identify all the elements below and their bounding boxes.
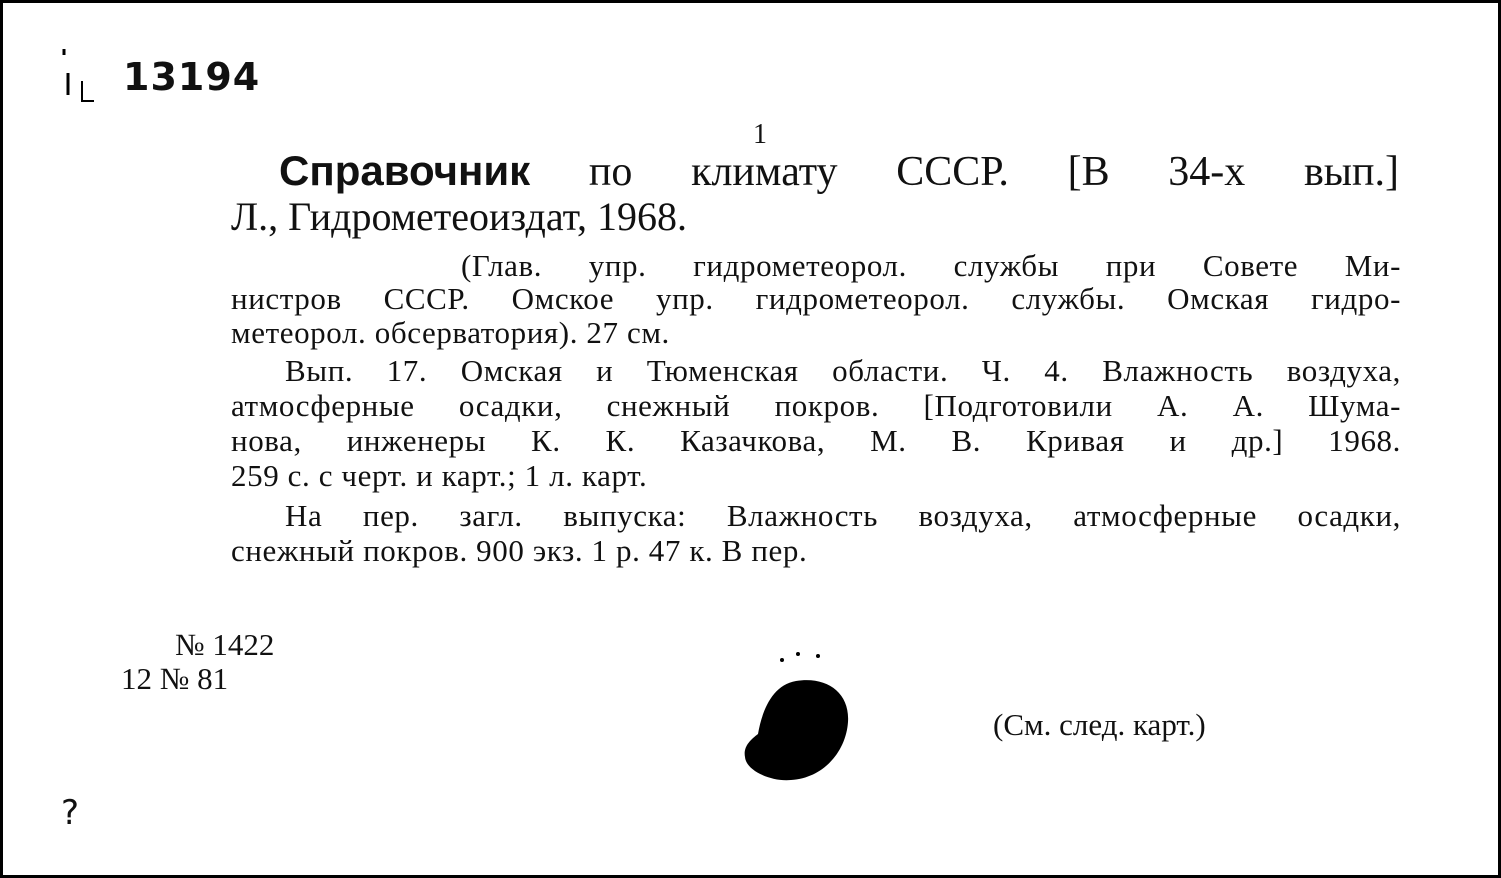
corner-marks (58, 43, 103, 113)
issue-line-3: нова, инженеры К. К. Казачкова, М. В. Кривая и др.] 1968. (231, 423, 1401, 458)
corner-pencil-mark: ? (61, 793, 81, 833)
cover-line-1: На пер. загл. выпуска: Влажность воздуха, атмосферные осадки, (285, 498, 1401, 533)
speck-2 (796, 652, 800, 656)
sequence-number: 1 (753, 119, 767, 150)
note-line-3: метеорол. обсерватория). 27 см. (231, 315, 670, 350)
issue-line-4: 259 с. с черт. и карт.; 1 л. карт. (231, 458, 648, 493)
punch-hole-shape (745, 680, 848, 780)
continued-note: (См. след. карт.) (993, 707, 1206, 742)
title-rest: по климату СССР. [В 34-х вып.] (588, 149, 1399, 195)
card-number: 13194 (123, 55, 261, 99)
note-line-2: нистров СССР. Омское упр. гидрометеорол. службы. Омская гидро- (231, 281, 1401, 316)
issue-line-1: Вып. 17. Омская и Тюменская области. Ч. 4. Влажность воздуха, (285, 353, 1401, 388)
imprint-line: Л., Гидрометеоиздат, 1968. (231, 194, 688, 239)
punch-hole (738, 648, 863, 788)
title-line (279, 147, 1399, 196)
title-word: Справочник (279, 147, 531, 194)
issue-line-2: атмосферные осадки, снежный покров. [Подготовили А. А. Шума- (231, 388, 1401, 423)
cover-line-2: снежный покров. 900 экз. 1 р. 47 к. В пер. (231, 533, 808, 568)
note-line-1: (Глав. упр. гидрометеорол. службы при Совете Ми- (461, 248, 1401, 283)
speck-3 (816, 654, 820, 658)
speck-1 (780, 658, 784, 662)
registry-number: 12 № 81 (121, 661, 229, 696)
accession-number: № 1422 (175, 627, 275, 662)
